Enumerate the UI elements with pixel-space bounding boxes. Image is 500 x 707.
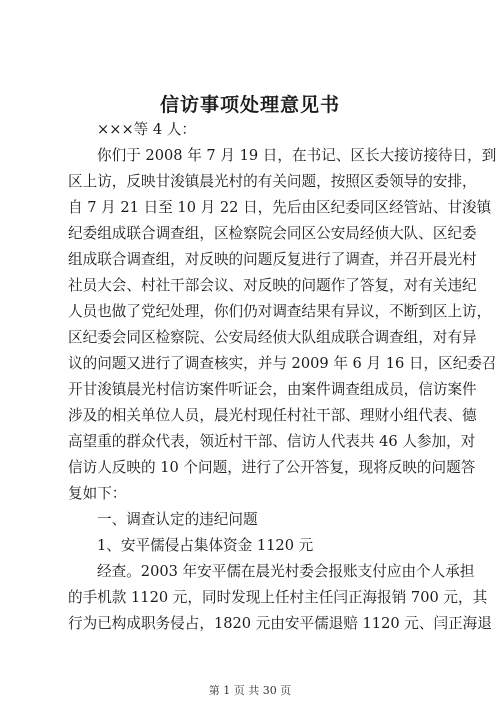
body-line: 高望重的群众代表，领近村干部、信访人代表共 46 人参加，对 (68, 433, 476, 450)
body-line: 区纪委会同区检察院、公安局经侦大队组成联合调查组，对有异 (68, 329, 477, 346)
body-line: 的手机款 1120 元，同时发现上任村主任闫正海报销 700 元，其 (68, 589, 488, 606)
body-line: 社员大会、村社干部会议、对反映的问题作了答复，对有关违纪 (68, 277, 477, 294)
body-line: 你们于 2008 年 7 月 19 日，在书记、区长大接访接待日，到 (97, 147, 497, 164)
body-line: 行为已构成职务侵占，1820 元由安平儒退赔 1120 元、闫正海退 (68, 615, 492, 632)
section-heading: 一、调查认定的违纪问题 (97, 511, 258, 528)
body-line: 人员也做了党纪处理，你们仍对调查结果有异议，不断到区上访， (68, 303, 492, 320)
body-line: 涉及的相关单位人员，晨光村现任村社干部、理财小组代表、德 (68, 407, 477, 424)
body-line: 经查。2003 年安平儒在晨光村委会报账支付应由个人承担 (97, 563, 475, 580)
page-footer: 第 1 页 共 30 页 (208, 684, 292, 697)
body-line: 复如下： (68, 485, 127, 502)
body-line: 纪委组成联合调查组，区检察院会同区公安局经侦大队、区纪委 (68, 225, 477, 242)
salutation: ×××等 4 人： (97, 121, 197, 138)
body-line: 区上访，反映甘浚镇晨光村的有关问题，按照区委领导的安排， (68, 173, 477, 190)
body-line: 组成联合调查组，对反映的问题反复进行了调查，并召开晨光村 (68, 251, 477, 268)
body-line: 议的问题又进行了调查核实，并与 2009 年 6 月 16 日，区纪委召 (68, 355, 497, 372)
document-title: 信访事项处理意见书 (159, 94, 340, 116)
body-line: 信访人反映的 10 个问题，进行了公开答复，现将反映的问题答 (68, 459, 476, 476)
item-heading: 1、安平儒侵占集体资金 1120 元 (97, 537, 314, 554)
body-line: 自 7 月 21 日至 10 月 22 日，先后由区纪委同区经管站、甘浚镇 (68, 199, 492, 216)
body-line: 开甘浚镇晨光村信访案件听证会，由案件调查组成员，信访案件 (68, 381, 477, 398)
